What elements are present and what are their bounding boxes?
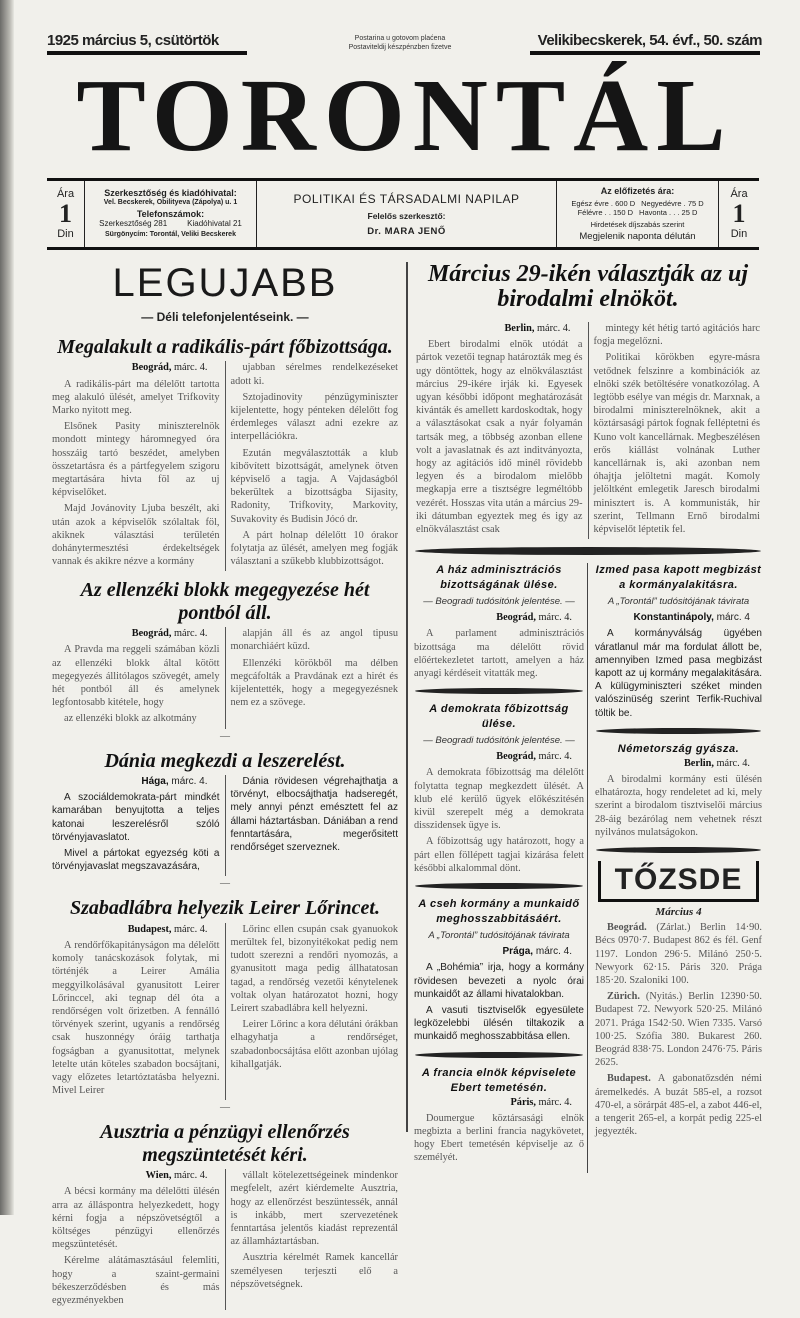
article-subhead: A „Torontál” tudósitójának távirata	[607, 596, 750, 608]
article-column	[225, 923, 404, 1101]
article-paragraph: Politikai körökben egyre-másra vetődnek felszinre a kombinációk az elnöki szék betöltésére vonatkozólag. A legtöbb esélye van mégis dr. Marxnak, a birodalmi miniszterelnöknek, akit a köztársasági pártok fognak felléptetni és Kuno volt kancellárnak. Megbeszélésen erős kiállást volnának Luther kancellárnak is, aki azonban nem óhajtja jelöltetni magát. Komoly jelöltként emlegetik Jaresch birodalmi minisztert is. A kommunisták, hir szerint, Tellmann Ernő birodalmi képviselőt léptetik fel.	[593, 352, 760, 536]
article-paragraph: az ellenzéki blokk az alkotmány	[64, 713, 197, 725]
article-headline: Ausztria a pénzügyi ellenőrzés megszüntetését kéri.	[100, 1121, 350, 1166]
editor-label: Felelős szerkesztő:	[367, 210, 446, 221]
article-a1	[47, 336, 403, 571]
left-column	[47, 258, 403, 1318]
newspaper-title: TORONTÁL	[76, 58, 734, 173]
dateline-place: Beográd,	[496, 751, 536, 763]
stock-entry	[595, 921, 762, 987]
postal-line: Postarina u gotovom plaćena	[354, 35, 446, 42]
article-paragraph: A kormányválság ügyében váratlanul már ma fordulat állott be, amennyiben Izmed pasa megbizást kapott az uj kormány megalakitására. A külügyminiszteri széket minden valószinüség szerint Terfik-Ruchival töltik be.	[595, 628, 762, 719]
price-value: 1	[732, 199, 746, 228]
dateline	[414, 1096, 584, 1109]
article-paragraph: Mivel a pártokat egyezség köti a törvényjavaslat megszavazására,	[52, 848, 220, 873]
article-paragraph: A parlament adminisztrációs bizottsága ma délelőtt rövid előértekezletet tartott, amelyen a ház anyagi kérdéseit vitatták meg.	[414, 628, 584, 680]
article-column	[225, 361, 404, 571]
article-paragraph: Sztojadinovity pénzügyminiszter kijelentette, hogy pénteken délelőtt fog érdemleges választ adni ezekre az interpellációkra.	[230, 391, 398, 443]
ornamental-rule	[415, 547, 761, 555]
dateline-place: Konstantinápoly,	[633, 612, 714, 624]
end-mark: —	[220, 878, 230, 890]
article-headline: A ház adminisztrációs bizottságának ülése.	[436, 564, 562, 592]
article-paragraph: A vasuti tisztviselők egyesülete legközelebbi ülésén tiltakozik a munkaidő meghosszabbitása ellen.	[414, 1004, 584, 1043]
stock-entry-city: Beográd.	[607, 922, 647, 934]
dateline-place: Hága,	[141, 776, 169, 788]
ornamental-rule	[415, 1052, 583, 1058]
article-column	[588, 322, 766, 539]
dateline-place: Prága,	[502, 946, 534, 958]
postal-note	[330, 34, 470, 52]
article-body	[411, 945, 587, 1043]
dateline	[52, 361, 220, 374]
masthead-info	[47, 178, 759, 250]
article-paragraph: A párt holnap délelőtt 10 órakor folytatja az ülését, amelyen meg fogják választani a szűkebb klubbizottságot.	[230, 529, 398, 568]
sub-year: Egész évre . 600 D	[571, 199, 636, 208]
dateline-date: márc. 4.	[538, 751, 572, 763]
right-subcolumn-left	[411, 563, 587, 1172]
dateline-date: márc. 4.	[538, 1096, 572, 1108]
price-left	[47, 181, 85, 247]
article-subhead: — Beogradi tudósitónk jelentése. —	[423, 735, 575, 747]
dateline-place: Wien,	[145, 1170, 172, 1182]
article-headline: Megalakult a radikális-párt főbizottsága.	[57, 336, 393, 358]
phone-office: Kiadóhivatal 21	[187, 219, 242, 229]
right-subcolumn-right	[587, 563, 765, 1172]
article-body	[592, 611, 765, 720]
office-title: Szerkesztőség és kiadóhivatal:	[104, 187, 237, 198]
dateline-date: márc. 4.	[174, 628, 208, 640]
dateline-date: márc. 4.	[537, 323, 571, 334]
article-paragraph: Ellenzéki körökből ma délben megcáfolták a Pravdának ezt a hirét és kijelentették, hogy a megegyezésnek nem ez a szövege.	[230, 657, 398, 709]
article-paragraph: A „Bohémia” irja, hogy a kormány rövidesen bevezeti a nyolc órai munkaidőt az állami hivatalokban.	[414, 962, 584, 1000]
article-paragraph: Leirer Lőrinc a kora délutáni órákban elhagyhatja a rendőrséget, szabadonbocsájtása előtt azonban ujólag kihallgatják.	[230, 1019, 398, 1070]
article-r4	[411, 897, 587, 1043]
article-headline: Németország gyásza.	[617, 742, 740, 755]
article-r2	[411, 563, 587, 680]
end-mark: —	[220, 1102, 230, 1114]
telegram-address: Sürgönycím: Torontál, Veliki Becskerek	[105, 230, 236, 238]
price-label: Ára	[730, 188, 748, 200]
phones-title: Telefonszámok:	[136, 208, 205, 219]
article-paragraph: Lőrinc ellen csupán csak gyanuokok merültek fel, bizonyitékokat pedig nem tudott szerezni a rendőri nyomozás, a gyanusitott maga pedig állhatatosan tagad, a rendőrség vezetői kénytelenek voltak olyan határozatot hozni, hogy Leirert szabadlábra kell helyezni.	[230, 923, 398, 1015]
article-subhead: — Beogradi tudósitónk jelentése. —	[423, 596, 575, 608]
dateline-place: Beográd,	[496, 612, 536, 624]
article-paragraph: A bécsi kormány ma délelőtti ülésén arra az álláspontra helyezkedett, hogy kérni fogja a népszövetségtől a költséges pénzügyi ellenőrzés megszüntetését.	[52, 1186, 220, 1251]
article-body	[592, 757, 765, 839]
dateline	[414, 945, 584, 958]
dateline-date: márc. 4.	[535, 946, 572, 958]
article-a2	[47, 579, 403, 741]
article-r3	[411, 702, 587, 875]
article-paragraph: Ausztria kérelmét Ramek kancellár személyesen terjeszti elő a népszövetségnek.	[230, 1252, 398, 1290]
right-column	[411, 262, 765, 1173]
divider	[530, 51, 760, 55]
article-headline: Március 29-ikén választják az uj birodalmi elnököt.	[427, 261, 749, 312]
article-headline: Szabadlábra helyezik Leirer Lőrincet.	[70, 897, 380, 920]
column-divider	[406, 262, 408, 1132]
ads-note: Hirdetések díjszabás szerint	[590, 220, 685, 229]
stock-entry-text: A gabonatőzsdén némi áremelkedés. A buzát 585-el, a rozsot 470-el, a sörárpát 485-el, a zabot 446-el, a tengerit 265-el, a korpát pedig 225-el jegyezték.	[595, 1073, 762, 1138]
article-column	[225, 1169, 404, 1310]
office-address: Vel. Becskerek, Obilityeva (Zápolya) u. 1	[103, 199, 238, 207]
ornamental-rule	[596, 728, 761, 734]
stock-exchange-title: TŐZSDE	[598, 861, 759, 902]
stock-entry	[595, 1072, 762, 1138]
scan-binding-shadow	[0, 0, 14, 1215]
article-paragraph: Kérelme alátámasztásául felemliti, hogy a szaint-germaini békeszerződésben és más egyezményekben	[52, 1255, 220, 1307]
article-column	[225, 775, 404, 876]
published-note: Megjelenik naponta délután	[579, 231, 696, 242]
article-body	[411, 1096, 587, 1165]
article-paragraph: A szociáldemokrata-párt mindkét kamarában benyujtotta a teljes katonai leszerelésről szóló törvényjavaslatot.	[52, 792, 220, 843]
sub-month: Havonta . . . 25 D	[639, 208, 698, 217]
article-headline: Izmed pasa kapott megbizást a kormányalakitásra.	[595, 564, 762, 592]
stock-entry-text: (Nyitás.) Berlin 12390·50. Budapest 72. Newyork 520·25. Milánó 2071. Prága 1542·50. Wien 7335. Varsó 100·25. Szófia 380. Bukarest 260. Beográd 838·75. London 2476·75. Páris 2625.	[595, 991, 762, 1069]
article-body	[411, 611, 587, 680]
article-headline: Dánia megkezdi a leszerelést.	[104, 749, 346, 772]
article-columns	[411, 322, 765, 539]
article-columns	[47, 627, 403, 728]
issue-number: Velikibecskerek, 54. évf., 50. szám	[537, 32, 762, 49]
dateline-date: márc. 4.	[174, 1170, 208, 1182]
article-r5	[411, 1066, 587, 1165]
article-column	[47, 775, 225, 876]
postal-line: Postaviteldij készpénzben fizetve	[348, 44, 452, 51]
article-paragraph: ujabban sérelmes rendelkezéseket adott ki.	[230, 362, 398, 387]
ornamental-rule	[415, 688, 583, 694]
dateline	[595, 611, 762, 624]
dateline-place: Berlin,	[504, 323, 535, 334]
sub-half: Félévre . . 150 D	[577, 208, 634, 217]
article-r6	[592, 563, 765, 720]
dateline-date: márc. 4.	[174, 923, 208, 935]
article-paragraph: Elsőnek Pasity miniszterelnök mondott mintegy háromnegyed óra hosszáig tartó beszédet, amelyben összetartásra és a pártfegyelem szigoru megtartására hivta föl az uj képviselőket.	[52, 421, 220, 499]
dateline-date: márc. 4.	[538, 612, 572, 624]
dateline-date: márc. 4	[716, 612, 750, 624]
dateline-place: Budapest,	[127, 923, 172, 935]
article-paragraph: A radikális-párt ma délelőtt tartotta meg alakuló ülését, amelyet Trifkovity Marko nyitott meg.	[52, 378, 220, 416]
dateline	[52, 627, 220, 640]
office-box	[85, 181, 257, 247]
dateline	[414, 750, 584, 763]
article-column	[47, 627, 225, 728]
article-column	[47, 1169, 225, 1310]
ornamental-rule	[596, 847, 761, 853]
phone-editorial: Szerkesztőség 281	[99, 219, 168, 229]
article-columns	[47, 1169, 403, 1310]
dateline-place: Beográd,	[131, 628, 172, 640]
dateline-date: márc. 4.	[174, 362, 208, 374]
article-paragraph: Ebert birodalmi elnök utódát a pártok vezetői tegnap határozták meg és ugy döntöttek, hogy az elnökválasztást március 29-ikére irják ki. Egyesek ugyan későbbi időpont meghatározását kivánták és amellett kardoskodtak, hogy a választásokat csak a nyár folyamán tartsák meg, a többség azonban ellene volt a javaslatnak és azt inditványozta, hogy az agitációs idő minél rövidebb legyen és a birodalom mielőbb megkapja erre a tisztségre legméltóbb vezérét. Hosszas vita után a március 29-iki dátumban egyeztek meg és igy az elnökválasztást csak	[416, 339, 583, 536]
subscription-title: Az előfizetés ára:	[600, 186, 675, 196]
article-headline: A demokrata főbizottság ülése.	[429, 703, 569, 731]
dateline	[416, 322, 583, 335]
stock-entry-text: (Zárlat.) Berlin 14·90. Bécs 0970·7. Budapest 862 és fél. Genf 1197. London 296·5. Milánó 250·5. Newyork 62·15. Páris 320. Prága 185·20. Szaloniki 100.	[595, 922, 762, 986]
article-a5	[47, 1121, 403, 1310]
article-paragraph: mintegy két hétig tartó agitációs harc fogja megelőzni.	[593, 323, 760, 348]
article-paragraph: alapján áll és az angol tipusu monarchiáért küzd.	[230, 628, 398, 653]
dateline-date: márc. 4.	[171, 776, 208, 788]
price-value: 1	[59, 199, 72, 228]
ornamental-rule	[415, 883, 583, 889]
article-paragraph: A rendőrfőkapitányságon ma délelőtt komoly tanácskozások folytak, mi történjék a Leirer Amália meggyilkolásával gyanusitott Leirer Lőrinccel, aki tegnap dél óta a rendőrségen volt őrizetben. A fennálló törvények szerint, ugyanis a rendőrség csak huszonnégy óráig tarthatja fogságban a gyanusitottat, melynek letelte után köteles szabadon bocsájtani, vagy előzetes letartóztatásba helyezni. Mivel Leirer	[52, 940, 220, 1097]
price-unit: Din	[57, 228, 74, 240]
article-paragraph: Ezután megválasztották a klub kibővített bizottságát, amelynek ötven képviselő a tagja. A Vajdaságból bekerültek a bizottságba Sijasity, Radonity, Trifkovity, Markovity, Suvakovity és Budisin Jócó dr.	[230, 447, 398, 525]
dateline	[414, 611, 584, 624]
article-column	[225, 627, 404, 728]
divider	[47, 51, 247, 55]
article-column	[47, 923, 225, 1101]
article-subhead: A „Torontál” tudósitójának távirata	[428, 930, 570, 942]
dateline	[52, 1169, 220, 1182]
issue-date: 1925 március 5, csütörtök	[47, 32, 219, 49]
stock-entry-city: Zürich.	[607, 991, 640, 1003]
tagline: POLITIKAI ÉS TÁRSADALMI NAPILAP	[293, 191, 520, 206]
price-right	[719, 181, 759, 247]
sub-quarter: Negyedévre . 75 D	[641, 199, 704, 208]
subscription-box	[557, 181, 719, 247]
article-column	[411, 322, 588, 539]
article-columns	[47, 361, 403, 571]
stock-exchange-body	[592, 921, 765, 1138]
dateline	[52, 775, 220, 788]
price-label: Ára	[56, 188, 75, 200]
article-r7	[592, 742, 765, 839]
article-a4	[47, 897, 403, 1113]
tagline-box	[257, 181, 557, 247]
dateline	[595, 757, 762, 770]
article-paragraph: Dánia rövidesen végrehajthatja a törvényt, elbocsájthatja hadseregét, mely annyi pénzt emésztett fel az állami háztartásban. Dániában a rend fenntartására, megerősitett rendőrséget szerveznek.	[230, 776, 398, 854]
price-unit: Din	[730, 228, 748, 240]
editor-name: Dr. MARA JENŐ	[367, 225, 446, 237]
article-headline: Az ellenzéki blokk megegyezése hét pontból áll.	[80, 579, 370, 624]
article-columns	[47, 775, 403, 876]
article-paragraph: A birodalmi kormány esti ülésén elhatározta, hogy rendeletet ad ki, mely szerint a birodalom tisztviselői március 28-áig bezárólag nem vehetnek részt nyilvános mulatságokon.	[595, 774, 762, 838]
article-paragraph: Majd Jovánovity Ljuba beszélt, aki után azok a képviselők szólaltak föl, akiknek választási területén dohánytermesztési érdekeltségek vannak és akikre nézve a kormány	[52, 503, 220, 568]
stock-entry	[595, 990, 762, 1069]
article-paragraph: A Pravda ma reggeli számában közli az ellenzéki blokk által kötött megegyezés állitólagos szövegét, amely hét pontból áll és amelynek legfontosabb kitétele, hogy	[52, 644, 220, 709]
article-a3	[47, 750, 403, 890]
dateline-place: Beográd,	[131, 362, 172, 374]
article-r1	[411, 262, 765, 539]
article-columns	[47, 923, 403, 1101]
article-headline: A francia elnök képviselete Ebert temetésén.	[421, 1066, 577, 1094]
section-title: LEGUJABB	[112, 261, 338, 305]
dateline-place: Páris,	[510, 1096, 536, 1108]
article-column	[47, 361, 225, 571]
dateline-date: márc. 4.	[716, 757, 750, 769]
stock-entry-city: Budapest.	[607, 1073, 651, 1085]
article-headline: A cseh kormány a munkaidő meghosszabbitásáért.	[418, 898, 580, 926]
dateline-place: Berlin,	[683, 757, 714, 769]
article-paragraph: A demokrata főbizottság ma délelőtt folytatta tegnap megkezdett ülését. A klub elé kerülő ügyek előkészitésén kivül szerepelt még a demokrata disszidensek ügye is.	[414, 767, 584, 832]
end-mark: —	[220, 730, 230, 742]
article-paragraph: Doumergue köztársasági elnök megbizta a berlini francia nagykövetet, hogy Ebert temetésén képviselje az ő személyét.	[414, 1112, 584, 1164]
article-paragraph: A főbizottság ugy határozott, hogy a párt ellen föllépett tagjai kizárása felett későbbi alkalommal dönt.	[414, 836, 584, 874]
stock-exchange-date: Március 4	[655, 906, 702, 919]
section-subtitle: — Déli telefonjelentéseink. —	[141, 310, 309, 324]
article-paragraph: vállalt kötelezettségeinek mindenkor megfelelt, azért kiérdemelte Ausztria, hogy az ellenőrzést beszüntessék, annál is inkább, mert szervezetének fenntartása jelentős kiadást reprezentál az államháztartásban.	[230, 1170, 398, 1248]
article-body	[411, 750, 587, 875]
dateline	[52, 923, 220, 936]
